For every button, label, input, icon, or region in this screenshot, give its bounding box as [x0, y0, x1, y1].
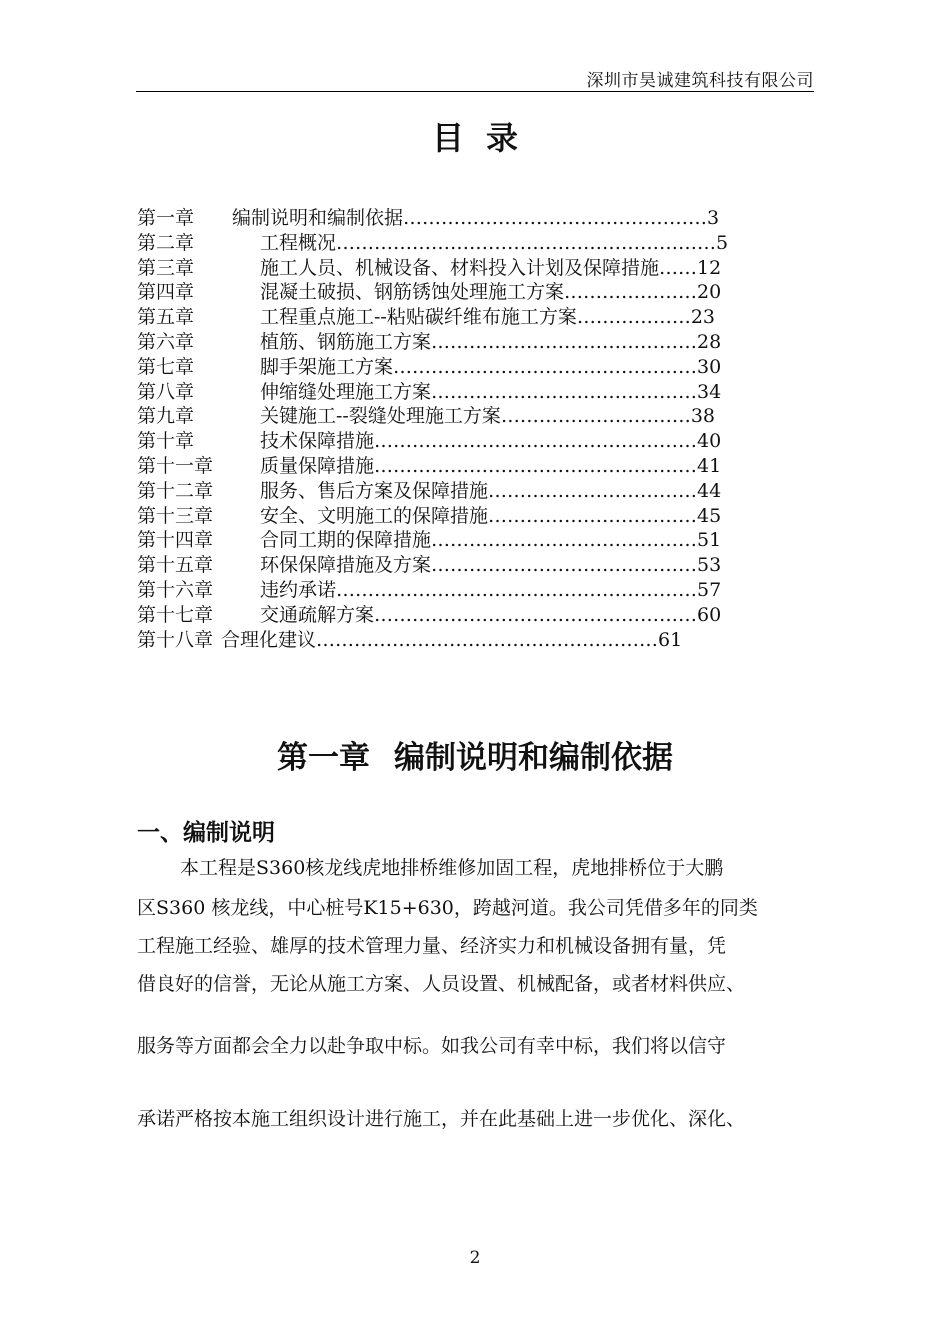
- toc-entry-title: 伸缩缝处理施工方案……………………………………34: [260, 380, 722, 403]
- toc-entry: [137, 479, 817, 504]
- toc-entry: [137, 206, 817, 231]
- toc-entry: [137, 429, 817, 454]
- toc-entry: [137, 603, 817, 628]
- toc-title: 目录: [431, 119, 540, 157]
- toc-chapter-label: 第六章: [137, 330, 195, 353]
- toc-entry: [137, 504, 817, 529]
- toc-entry: [137, 528, 817, 553]
- toc-entry-title: 关键施工--裂缝处理施工方案…………………………38: [260, 405, 716, 428]
- toc-entry: [137, 231, 817, 256]
- toc-entry-title: 编制说明和编制依据…………………………………………3: [232, 207, 720, 229]
- toc-entry: [137, 553, 817, 578]
- toc-entry: [137, 628, 817, 653]
- header-rule: [136, 91, 814, 92]
- table-of-contents: [137, 206, 817, 652]
- toc-chapter-label: 第十一章: [137, 454, 214, 477]
- toc-chapter-label: 第十三章: [137, 504, 214, 527]
- toc-chapter-label: 第三章: [137, 256, 195, 279]
- toc-entry: [137, 404, 817, 429]
- paragraph-segment: 服务等方面都会全力以赴争取中标。: [137, 1035, 442, 1057]
- toc-entry: [137, 330, 817, 355]
- toc-entry-title: 脚手架施工方案…………………………………………30: [260, 355, 722, 378]
- paragraph-line: [137, 1031, 817, 1058]
- toc-chapter-label: 第十五章: [137, 554, 214, 577]
- toc-chapter-label: 第二章: [137, 231, 195, 254]
- header-company-name: 深圳市昊诚建筑科技有限公司: [586, 71, 814, 91]
- toc-entry-title: 混凝土破损、钢筋锈蚀处理施工方案…………………20: [260, 281, 722, 304]
- paragraph-line: 区S360 核龙线，中心桩号K15+630，跨越河道。我公司凭借多年的同类: [137, 897, 758, 919]
- toc-chapter-label: 第十章: [137, 430, 195, 453]
- toc-entry-title: 违约承诺…………………………………………………57: [260, 578, 722, 601]
- paragraph-line: 借良好的信誉，无论从施工方案、人员设置、机械配备，或者材料供应、: [137, 973, 746, 995]
- toc-entry: [137, 380, 817, 405]
- toc-entry-title: 环保保障措施及方案……………………………………53: [260, 554, 722, 577]
- toc-entry: [137, 454, 817, 479]
- chapter-number: 第一章: [277, 740, 370, 776]
- section-title: 一、编制说明: [137, 820, 275, 846]
- chapter-name: 编制说明和编制依据: [394, 740, 673, 776]
- paragraph-segment: 如我公司有幸中标，我们将以信守: [441, 1035, 727, 1057]
- toc-entry-title: 交通疏解方案……………………………………………60: [260, 603, 722, 626]
- toc-chapter-label: 第四章: [137, 281, 195, 304]
- toc-chapter-label: 第十六章: [137, 578, 214, 601]
- page-number: 2: [469, 1248, 481, 1268]
- toc-chapter-label: 第八章: [137, 380, 195, 403]
- chapter-title: [0, 732, 950, 777]
- paragraph-line: 承诺严格按本施工组织设计进行施工，并在此基础上进一步优化、深化、: [137, 1108, 746, 1130]
- toc-chapter-label: 第七章: [137, 355, 195, 378]
- toc-entry-title: 质量保障措施……………………………………………41: [260, 454, 722, 477]
- toc-chapter-label: 第十八章: [137, 628, 214, 651]
- toc-entry-title: 植筋、钢筋施工方案……………………………………28: [260, 330, 722, 353]
- toc-entry: [137, 355, 817, 380]
- toc-chapter-label: 第十七章: [137, 603, 214, 626]
- toc-chapter-label: 第十四章: [137, 529, 214, 552]
- toc-entry-title: 工程重点施工--粘贴碳纤维布施工方案………………23: [260, 306, 716, 329]
- paragraph-line: 工程施工经验、雄厚的技术管理力量、经济实力和机械设备拥有量，凭: [137, 935, 727, 957]
- toc-chapter-label: 第一章: [137, 207, 195, 229]
- toc-entry-title: 安全、文明施工的保障措施……………………………45: [260, 504, 722, 527]
- toc-entry-title: 合理化建议………………………………………………61: [221, 628, 683, 651]
- toc-chapter-label: 第五章: [137, 306, 195, 329]
- toc-chapter-label: 第十二章: [137, 479, 214, 502]
- toc-entry: [137, 256, 817, 281]
- toc-entry-title: 施工人员、机械设备、材料投入计划及保障措施……12: [260, 256, 722, 279]
- toc-entry-title: 工程概况……………………………………………………5: [260, 231, 729, 254]
- paragraph-line: 本工程是S360核龙线虎地排桥维修加固工程，虎地排桥位于大鹏: [180, 857, 724, 879]
- toc-entry: [137, 280, 817, 305]
- toc-entry-title: 技术保障措施……………………………………………40: [260, 430, 722, 453]
- toc-entry-title: 合同工期的保障措施……………………………………51: [260, 529, 722, 552]
- toc-chapter-label: 第九章: [137, 405, 195, 428]
- toc-entry: [137, 305, 817, 330]
- toc-entry-title: 服务、售后方案及保障措施……………………………44: [260, 479, 722, 502]
- toc-entry: [137, 578, 817, 603]
